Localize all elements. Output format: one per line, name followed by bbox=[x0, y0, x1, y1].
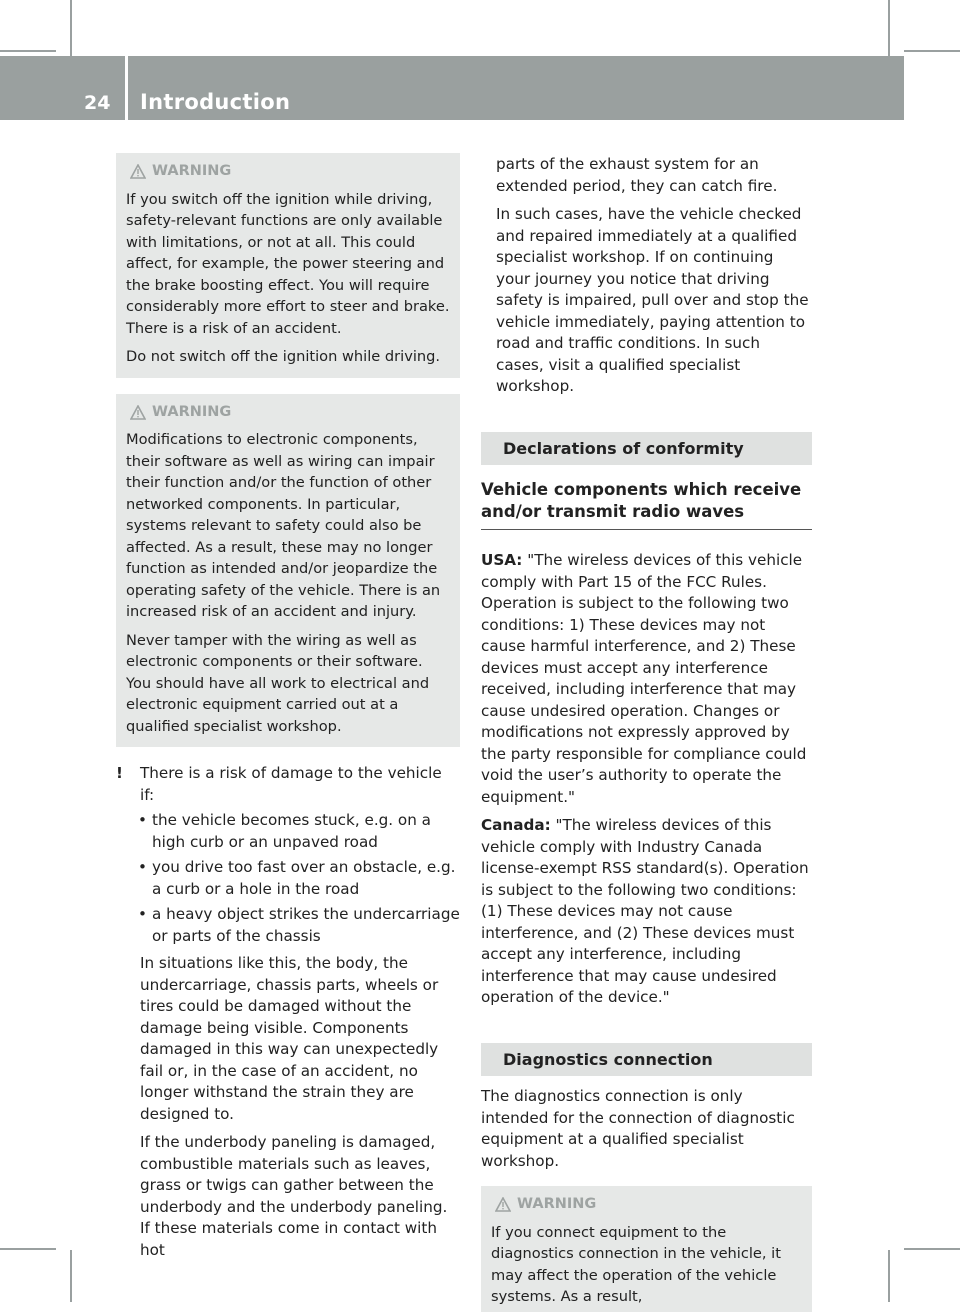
note-intro: There is a risk of damage to the vehicle if: bbox=[140, 764, 442, 804]
warning-text: If you switch off the ignition while driving, safety-relevant functions are only available with limitations, or not at all. This could affect, for example, the power steering and the brake boosting effect. You will require considerably more effort to steer and brake. There is a risk of an accident. bbox=[126, 190, 450, 337]
usa-label: USA: bbox=[481, 551, 523, 569]
warning-label: WARNING bbox=[152, 163, 232, 179]
section-heading: Diagnostics connection bbox=[481, 1043, 812, 1077]
continued-paragraph: In such cases, have the vehicle checked and repaired immediately at a qualified specialist workshop. If on continuing your journey you notice that driving safety is impaired, pull over and stop the vehicle immediately, paying attention to road and traffic conditions. In such cases, visit a qualified specialist workshop. bbox=[496, 205, 809, 395]
warning-text: Modifications to electronic components, their software as well as wiring can impair their function and/or the function of other networked components. In particular, systems relevant to safety could also be affected. As a result, these may no longer function as intended and/or jeopardize the operating safety of the vehicle. There is an increased risk of an accident and injury. bbox=[126, 431, 441, 620]
crop-mark bbox=[70, 1250, 72, 1302]
warning-header bbox=[126, 402, 450, 424]
warning-label: WARNING bbox=[152, 403, 232, 420]
note-paragraph: In situations like this, the body, the undercarriage, chassis parts, wheels or tires could be damaged without the damage being visible. Components damaged in this way can unexpectedly fail or, in the case of an accident, no longer withstand the strain they are designed to. bbox=[140, 954, 439, 1123]
warning-box bbox=[481, 1186, 812, 1312]
list-item: • a heavy object strikes the undercarriage or parts of the chassis bbox=[140, 904, 460, 947]
section-heading: Declarations of conformity bbox=[481, 432, 812, 466]
warning-header bbox=[491, 1194, 802, 1216]
warning-box bbox=[116, 153, 460, 378]
warning-text: If you connect equipment to the diagnostics connection in the vehicle, it may affect the operation of the vehicle systems. As a result, bbox=[491, 1223, 781, 1305]
note-block bbox=[116, 763, 460, 1261]
note-icon: ! bbox=[116, 764, 123, 782]
page-number: 24 bbox=[84, 92, 111, 114]
note-paragraph: If the underbody paneling is damaged, combustible materials such as leaves, grass or twigs can gather between the underbody and the underbody paneling. If these materials come in contact with hot bbox=[140, 1133, 448, 1259]
list-item: • you drive too fast over an obstacle, e.g. a curb or a hole in the road bbox=[140, 857, 460, 900]
continued-paragraph: parts of the exhaust system for an extended period, they can catch fire. bbox=[496, 155, 778, 195]
usa-declaration bbox=[481, 550, 812, 808]
note-row bbox=[116, 763, 460, 806]
diagnostics-text: The diagnostics connection is only intended for the connection of diagnostic equipment at a qualified specialist workshop. bbox=[481, 1087, 795, 1170]
crop-mark bbox=[888, 0, 890, 56]
warning-header bbox=[126, 161, 450, 183]
warning-label: WARNING bbox=[517, 1196, 597, 1212]
bullet-list bbox=[116, 810, 460, 947]
warning-triangle-icon bbox=[495, 1197, 511, 1212]
warning-box bbox=[116, 394, 460, 748]
section-title: Introduction bbox=[140, 90, 291, 114]
left-column bbox=[116, 153, 460, 1268]
crop-mark bbox=[888, 1250, 890, 1302]
crop-mark bbox=[0, 1248, 56, 1250]
crop-mark bbox=[0, 50, 56, 52]
warning-triangle-icon bbox=[130, 164, 146, 179]
crop-mark bbox=[904, 1248, 960, 1250]
canada-text: "The wireless devices of this vehicle comply with Industry Canada license-exempt RSS standard(s). Operation is subject to the following two conditions: (1) These devices may not cause interference, and (2) These devices must accept any interference, including interference that may cause undesired operation of the device." bbox=[481, 816, 809, 1006]
canada-label: Canada: bbox=[481, 816, 551, 834]
list-item: • the vehicle becomes stuck, e.g. on a high curb or an unpaved road bbox=[140, 810, 460, 853]
warning-triangle-icon bbox=[130, 405, 146, 420]
crop-mark bbox=[904, 50, 960, 52]
canada-declaration bbox=[481, 815, 812, 1009]
warning-text: Never tamper with the wiring as well as electronic components or their software. You should have all work to electrical and electronic equipment carried out at a qualified specialist workshop. bbox=[126, 631, 430, 735]
subsection-heading: Vehicle components which receive and/or transmit radio waves bbox=[481, 465, 812, 530]
crop-mark bbox=[70, 0, 72, 56]
right-column bbox=[481, 154, 812, 1312]
usa-text: "The wireless devices of this vehicle comply with Part 15 of the FCC Rules. Operation is subject to the following two conditions: 1) These devices may not cause harmful interference, and 2) These devices must accept any interference received, including interference that may cause undesired operation. Changes or modifications not expressly approved by the party responsible for compliance could void the user’s authority to operate the equipment." bbox=[481, 551, 807, 806]
warning-text: Do not switch off the ignition while driving. bbox=[126, 348, 441, 365]
